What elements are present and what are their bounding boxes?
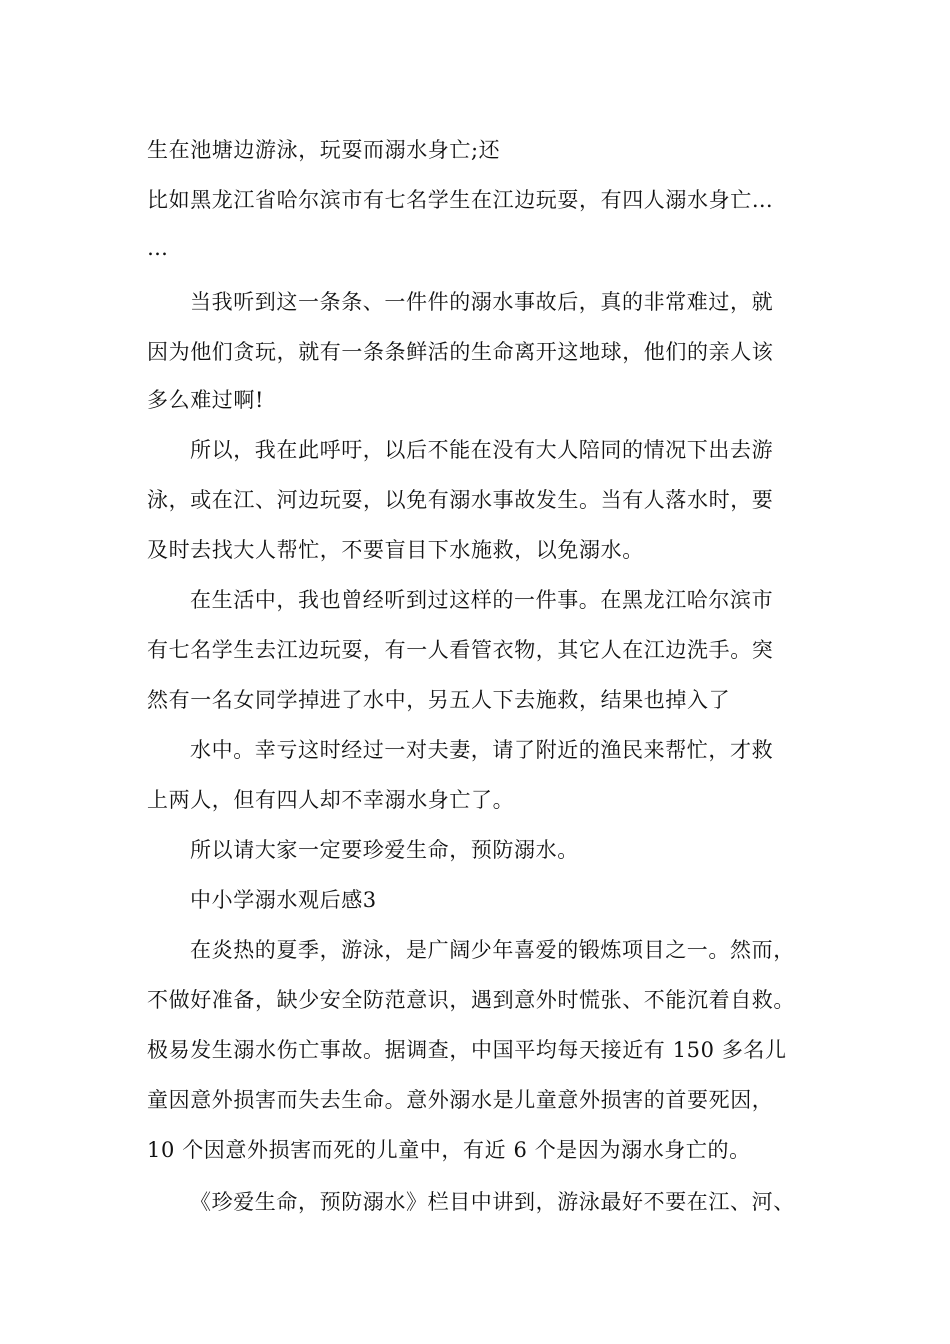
text-line: 及时去找大人帮忙，不要盲目下水施救，以免溺水。 — [147, 538, 644, 562]
text-line: 多么难过啊! — [147, 388, 265, 412]
text-line: 极易发生溺水伤亡事故。据调查，中国平均每天接近有 150 多名儿 — [147, 1038, 787, 1062]
text-line: 比如黑龙江省哈尔滨市有七名学生在江边玩耍，有四人溺水身亡… — [147, 188, 774, 212]
text-line: 泳，或在江、河边玩耍，以免有溺水事故发生。当有人落水时，要 — [147, 488, 774, 512]
text-line: 所以，我在此呼吁，以后不能在没有大人陪同的情况下出去游 — [190, 438, 774, 462]
section-heading: 中小学溺水观后感3 — [190, 888, 377, 912]
text-line: 有七名学生去江边玩耍，有一人看管衣物，其它人在江边洗手。突 — [147, 638, 774, 662]
text-line: 所以请大家一定要珍爱生命，预防溺水。 — [190, 838, 579, 862]
text-line: 然有一名女同学掉进了水中，另五人下去施救，结果也掉入了 — [147, 688, 731, 712]
text-line: 因为他们贪玩，就有一条条鲜活的生命离开这地球，他们的亲人该 — [147, 340, 774, 364]
text-line: 当我听到这一条条、一件件的溺水事故后，真的非常难过，就 — [190, 290, 774, 314]
text-line: 在炎热的夏季，游泳，是广阔少年喜爱的锻炼项目之一。然而， — [190, 938, 795, 962]
text-line: 水中。幸亏这时经过一对夫妻，请了附近的渔民来帮忙，才救 — [190, 738, 774, 762]
text-line: 在生活中，我也曾经听到过这样的一件事。在黑龙江哈尔滨市 — [190, 588, 774, 612]
text-line: … — [147, 236, 169, 260]
text-line: 《珍爱生命，预防溺水》栏目中讲到，游泳最好不要在江、河、 — [190, 1190, 795, 1214]
text-line: 10 个因意外损害而死的儿童中，有近 6 个是因为溺水身亡的。 — [147, 1138, 751, 1162]
text-line: 上两人，但有四人却不幸溺水身亡了。 — [147, 788, 515, 812]
text-line: 生在池塘边游泳，玩耍而溺水身亡;还 — [147, 138, 501, 162]
text-line: 不做好准备，缺少安全防范意识，遇到意外时慌张、不能沉着自救。 — [147, 988, 795, 1012]
text-line: 童因意外损害而失去生命。意外溺水是儿童意外损害的首要死因， — [147, 1088, 774, 1112]
